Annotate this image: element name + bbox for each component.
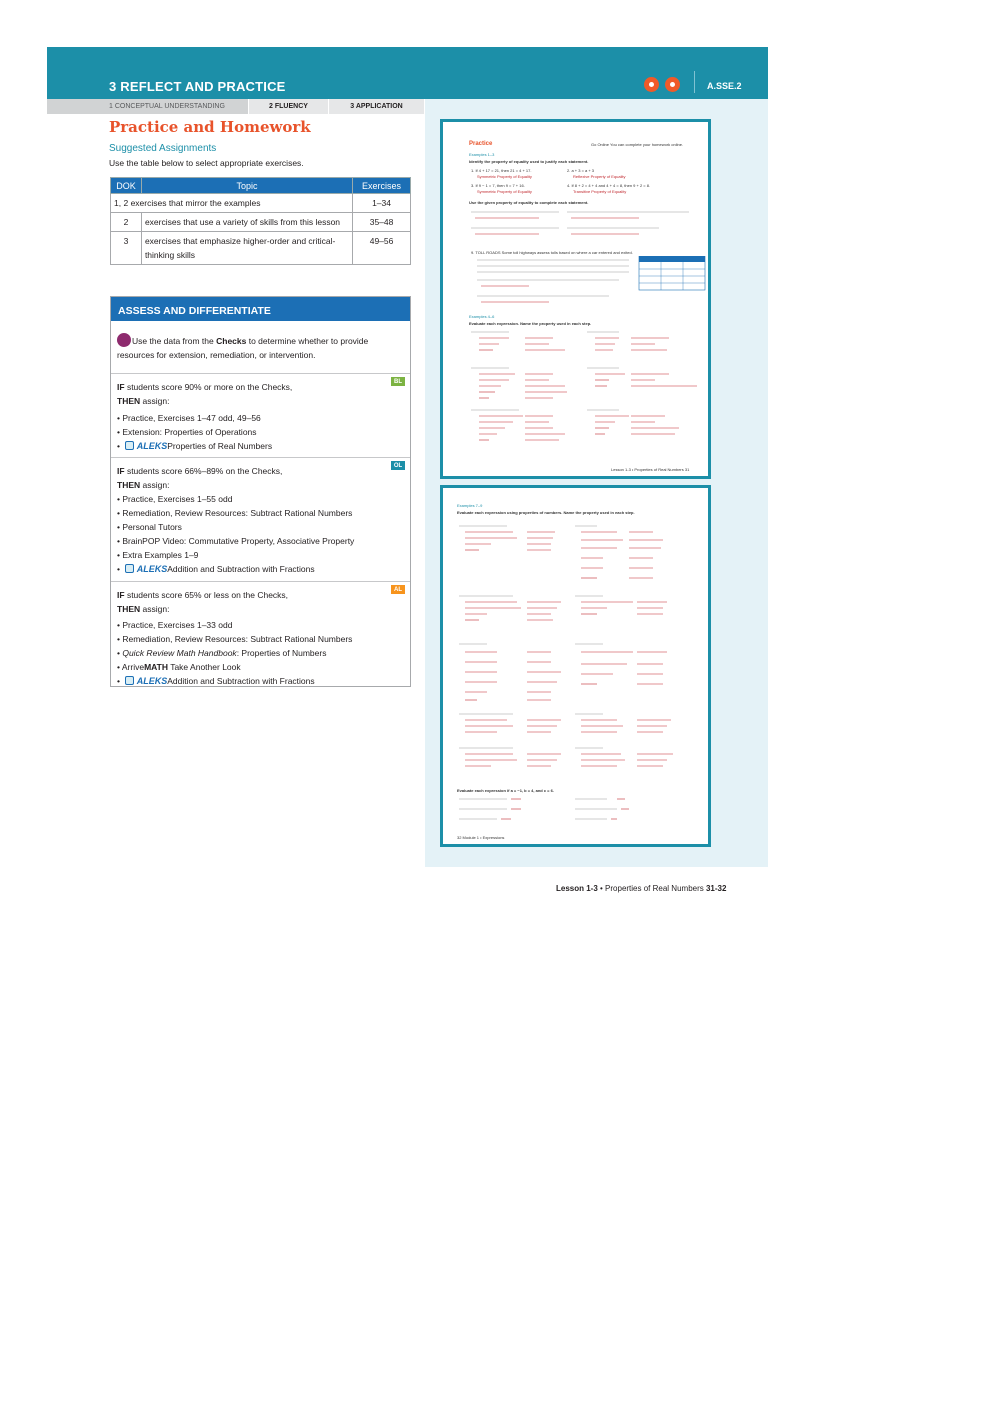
list-item[interactable]: • BrainPOP Video: Commutative Property, Associative Property bbox=[117, 536, 355, 546]
suggested-assignments-heading: Suggested Assignments bbox=[109, 143, 217, 154]
exercises-header: Exercises bbox=[353, 178, 411, 194]
answer: Reflexive Property of Equality bbox=[573, 174, 626, 179]
exercises-15-25-work bbox=[457, 522, 701, 788]
group-icons bbox=[644, 77, 680, 92]
examples-label: Examples 4–6 bbox=[469, 314, 495, 319]
list-item[interactable]: • ALEKSAddition and Subtraction with Fractions bbox=[117, 564, 315, 574]
table-row bbox=[111, 194, 411, 213]
section-header bbox=[47, 47, 768, 99]
page-footer-lesson: Lesson 1-3 • Properties of Real Numbers 31-32 bbox=[556, 884, 727, 893]
list-item[interactable]: • ALEKSProperties of Real Numbers bbox=[117, 441, 273, 451]
list-item[interactable]: • Extra Examples 1–9 bbox=[117, 550, 199, 560]
list-item[interactable]: • Extension: Properties of Operations bbox=[117, 427, 257, 437]
on-level-badge: OL bbox=[391, 461, 405, 470]
tab-fluency[interactable]: 2 FLUENCY bbox=[249, 99, 329, 114]
practice-title: Practice and Homework bbox=[109, 118, 311, 136]
dok-header: DOK bbox=[111, 178, 142, 194]
lesson-phase-tabs bbox=[47, 99, 425, 114]
exercise: 4. If 8 + 2 = 4 + 4 and 4 + 4 = 8, then 9 + 2 = 8. bbox=[567, 183, 651, 188]
list-item[interactable]: • Remediation, Review Resources: Subtract Rational Numbers bbox=[117, 508, 353, 518]
directions: Evaluate each expression. Name the property used in each step. bbox=[469, 321, 592, 326]
assess-intro: Use the data from the Checks to determine whether to provide resources for extension, remediation, or intervention. bbox=[111, 327, 410, 373]
topic-header: Topic bbox=[141, 178, 352, 194]
assess-title: ASSESS AND DIFFERENTIATE bbox=[111, 297, 410, 321]
section-title: 3 REFLECT AND PRACTICE bbox=[109, 79, 286, 94]
topic-cell: exercises that emphasize higher-order and critical-thinking skills bbox=[141, 232, 352, 265]
page-practice-title: Practice bbox=[469, 141, 493, 147]
individual-icon bbox=[644, 77, 659, 92]
dok-table bbox=[110, 177, 411, 265]
aleks-icon bbox=[125, 441, 134, 450]
dok-cell: 1, 2 exercises that mirror the examples bbox=[111, 194, 353, 213]
directions: Evaluate each expression if a = −1, b = 4, and c = 6. bbox=[457, 788, 554, 793]
table-instruction: Use the table below to select appropriate exercises. bbox=[109, 158, 304, 168]
exercise: 2. a + 3 = a + 3 bbox=[567, 168, 595, 173]
checks-data-icon bbox=[117, 333, 131, 347]
dok-cell: 2 bbox=[111, 213, 142, 232]
beyond-level-badge: BL bbox=[391, 377, 405, 386]
aleks-icon bbox=[125, 564, 134, 573]
topic-cell: exercises that use a variety of skills from this lesson bbox=[141, 213, 352, 232]
list-item[interactable]: • Practice, Exercises 1–33 odd bbox=[117, 620, 233, 630]
directions: Evaluate each expression using properties of numbers. Name the property used in each step. bbox=[457, 510, 635, 515]
go-online-note: Go Online You can complete your homework online. bbox=[591, 142, 684, 147]
student-page-32-thumbnail[interactable] bbox=[440, 485, 711, 847]
page-footer: 32 Module 1 • Expressions bbox=[457, 835, 505, 840]
tab-conceptual-understanding[interactable]: 1 CONCEPTUAL UNDERSTANDING bbox=[47, 99, 249, 114]
toll-roads-problem bbox=[469, 256, 709, 306]
exercise: 1. If 4 + 17 = 21, then 21 = 4 + 17. bbox=[471, 168, 532, 173]
answer: Symmetric Property of Equality bbox=[477, 189, 532, 194]
dok-cell: 3 bbox=[111, 232, 142, 265]
aleks-icon bbox=[125, 676, 134, 685]
directions: Identify the property of equality used to justify each statement. bbox=[469, 159, 589, 164]
exercises-26-31-lines bbox=[457, 795, 701, 825]
exercise: 9. TOLL ROADS Some toll highways assess tolls based on where a car entered and exited. bbox=[471, 250, 633, 255]
standard-code: A.SSE.2 bbox=[707, 81, 742, 91]
directions: Use the given property of equality to complete each statement. bbox=[469, 200, 589, 205]
student-page-31-thumbnail[interactable] bbox=[440, 119, 711, 479]
table-row bbox=[111, 232, 411, 265]
tab-application[interactable]: 3 APPLICATION bbox=[329, 99, 425, 114]
list-item[interactable]: • Remediation, Review Resources: Subtract Rational Numbers bbox=[117, 634, 353, 644]
list-item[interactable]: • Practice, Exercises 1–55 odd bbox=[117, 494, 233, 504]
answer: Transitive Property of Equality bbox=[573, 189, 627, 194]
group-icon bbox=[665, 77, 680, 92]
list-item[interactable]: • ALEKSAddition and Subtraction with Fractions bbox=[117, 676, 315, 686]
assess-section-al: AL IF students score 65% or less on the Checks, THEN assign: • Practice, Exercises 1–33 odd • Remediation, Review Resources: Subtract Rational Numbers • Quick Review Math Handbook: Properties of Numbers • ArriveMATH Take Another Look • ALEKSAddition and Subtraction with Fractions bbox=[111, 581, 410, 687]
list-item[interactable]: • ArriveMATH Take Another Look bbox=[117, 662, 241, 672]
examples-label: Examples 7–9 bbox=[457, 503, 483, 508]
exercises-cell: 35–48 bbox=[353, 213, 411, 232]
table-row bbox=[111, 213, 411, 232]
page-footer: Lesson 1-3 • Properties of Real Numbers 31 bbox=[611, 467, 690, 472]
assess-section-ol: OL IF students score 66%–89% on the Checks, THEN assign: • Practice, Exercises 1–55 odd • Remediation, Review Resources: Subtract Rational Numbers • Personal Tutors • BrainPOP Video: Commutative Property, Associative Property • Extra Examples 1–9 • ALEKSAddition and Subtraction with Fractions bbox=[111, 457, 410, 581]
approaching-level-badge: AL bbox=[391, 585, 405, 594]
topic-cell: exercises that mirror the examples bbox=[130, 198, 261, 208]
assess-section-bl: BL IF students score 90% or more on the Checks, THEN assign: • Practice, Exercises 1–47 odd, 49–56 • Extension: Properties of Operations • ALEKSProperties of Real Numbers bbox=[111, 373, 410, 457]
exercise: 3. If 9 − 1 = 7, then 9 = 7 + 16. bbox=[471, 183, 525, 188]
exercises-5-8-lines bbox=[469, 208, 709, 248]
list-item[interactable]: • Personal Tutors bbox=[117, 522, 182, 532]
exercises-cell: 1–34 bbox=[353, 194, 411, 213]
list-item[interactable]: • Practice, Exercises 1–47 odd, 49–56 bbox=[117, 413, 261, 423]
answer: Symmetric Property of Equality bbox=[477, 174, 532, 179]
exercises-10-14-work bbox=[469, 328, 709, 458]
examples-label: Examples 1–3 bbox=[469, 152, 495, 157]
list-item[interactable]: • Quick Review Math Handbook: Properties of Numbers bbox=[117, 648, 327, 658]
assess-differentiate-box bbox=[110, 296, 411, 687]
header-divider bbox=[694, 71, 695, 93]
exercises-cell: 49–56 bbox=[353, 232, 411, 265]
